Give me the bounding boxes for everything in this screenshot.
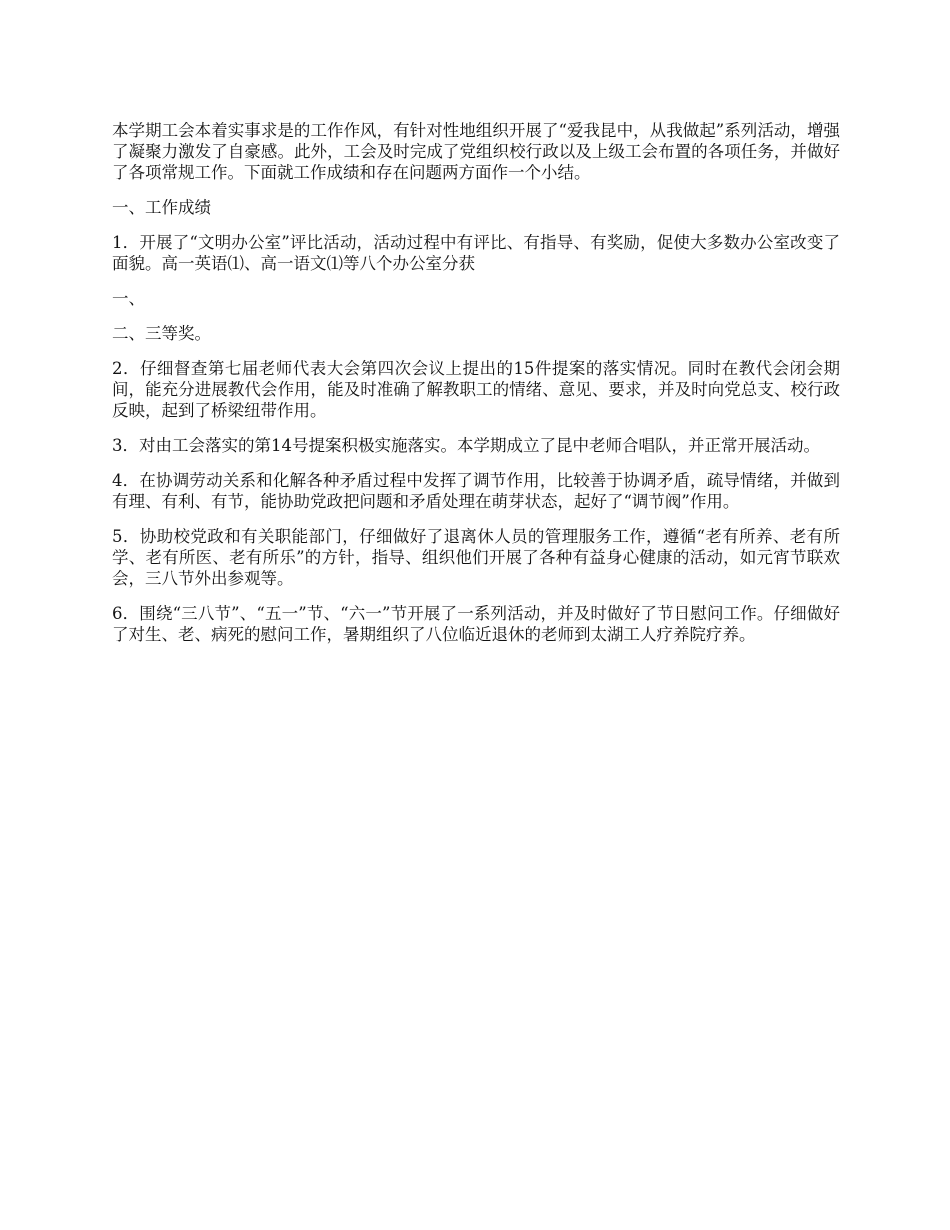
document-body (112, 120, 840, 659)
item-1-continuation-b: 二、三等奖。 (112, 324, 211, 343)
item-6-paragraph: 6．围绕“三八节”、“五一”节、“六一”节开展了一系列活动，并及时做好了节日慰问工作。仔细做好了对生、老、病死的慰问工作，暑期组织了八位临近退休的老师到太湖工人疗养院疗养。 (112, 604, 840, 644)
item-5-paragraph: 5．协助校党政和有关职能部门，仔细做好了退离休人员的管理服务工作，遵循“老有所养、老有所学、老有所医、老有所乐”的方针，指导、组织他们开展了各种有益身心健康的活动，如元宵节联欢会，三八节外出参观等。 (112, 527, 840, 588)
item-1-continuation-a: 一、 (112, 289, 145, 308)
item-3-paragraph: 3．对由工会落实的第14号提案积极实施落实。本学期成立了昆中老师合唱队，并正常开展活动。 (112, 436, 820, 455)
item-4-paragraph: 4．在协调劳动关系和化解各种矛盾过程中发挥了调节作用，比较善于协调矛盾，疏导情绪，并做到有理、有利、有节，能协助党政把问题和矛盾处理在萌芽状态，起好了“调节阀”作用。 (112, 471, 840, 511)
item-1-paragraph: 1．开展了“文明办公室”评比活动，活动过程中有评比、有指导、有奖励，促使大多数办公室改变了面貌。高一英语⑴、高一语文⑴等八个办公室分获 (112, 233, 840, 273)
intro-paragraph: 本学期工会本着实事求是的工作作风，有针对性地组织开展了“爱我昆中，从我做起”系列活动，增强了凝聚力激发了自豪感。此外，工会及时完成了党组织校行政以及上级工会布置的各项任务，并做好了各项常规工作。下面就工作成绩和存在问题两方面作一个小结。 (112, 121, 840, 182)
section-heading: 一、工作成绩 (112, 198, 211, 217)
item-2-paragraph: 2．仔细督查第七届老师代表大会第四次会议上提出的15件提案的落实情况。同时在教代会闭会期间，能充分进展教代会作用，能及时准确了解教职工的情绪、意见、要求，并及时向党总支、校行政反映，起到了桥梁纽带作用。 (112, 359, 840, 420)
